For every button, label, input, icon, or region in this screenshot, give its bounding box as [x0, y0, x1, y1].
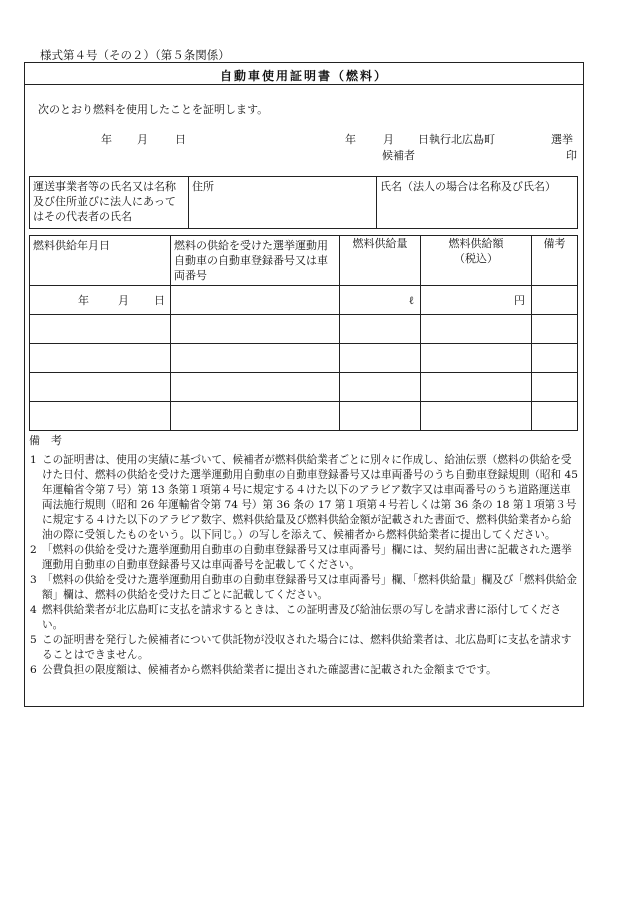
- row-price-cell[interactable]: [421, 286, 532, 315]
- supplier-table: [29, 176, 578, 229]
- supplier-label-cell: [30, 177, 189, 229]
- note-item: [30, 603, 580, 633]
- table-row: [30, 373, 578, 402]
- note-number: 6: [30, 664, 37, 676]
- row-remarks-cell[interactable]: [532, 344, 578, 373]
- supplier-name-label: 氏名（法人の場合は名称及び氏名）: [380, 180, 556, 193]
- seal-mark: 印: [566, 149, 577, 162]
- supplier-address-cell: [189, 177, 377, 229]
- column-amount-label: 燃料供給量: [352, 237, 408, 250]
- title-divider: [24, 84, 584, 85]
- row-vehicle-cell[interactable]: [171, 402, 340, 431]
- row-vehicle-cell[interactable]: [171, 344, 340, 373]
- row-date-cell[interactable]: [30, 373, 171, 402]
- column-amount: [340, 236, 421, 286]
- election-label: 選挙: [551, 133, 573, 146]
- row-amount-cell[interactable]: [340, 315, 421, 344]
- column-price-label: 燃料供給額（税込）: [448, 237, 504, 265]
- row-remarks-cell[interactable]: [532, 373, 578, 402]
- note-text: 「燃料の供給を受けた選挙運動用自動車の自動車登録番号又は車両番号」欄には、契約届出書に記載された選挙運動用自動車の自動車登録番号又は車両番号を記載してください。: [42, 544, 572, 571]
- date-day: 日: [175, 133, 186, 146]
- row-amount-cell[interactable]: [340, 373, 421, 402]
- row-remarks-cell[interactable]: [532, 315, 578, 344]
- row-amount-cell[interactable]: [340, 402, 421, 431]
- note-item: [30, 573, 580, 603]
- row-month-unit: 月: [118, 294, 129, 307]
- column-date: [30, 236, 171, 286]
- note-item: [30, 543, 580, 573]
- column-remarks: [532, 236, 578, 286]
- table-row: [30, 315, 578, 344]
- note-text: この証明書を発行した候補者について供託物が没収された場合には、燃料供給業者は、北広島町に支払を請求することはできません。: [42, 634, 572, 661]
- remarks-heading: 備 考: [29, 434, 62, 447]
- note-item: [30, 453, 580, 543]
- form-number: 様式第４号（その２）（第５条関係）: [40, 48, 230, 62]
- supplier-name-cell: [377, 177, 578, 229]
- note-text: この証明書は、使用の実績に基づいて、候補者が燃料供給業者ごとに別々に作成し、給油伝票（燃料の供給を受けた日付、燃料の供給を受けた選挙運動用自動車の自動車登録番号又は車両番号のうち自動車登録規則（昭和 45 年運輸省令第７号）第 13 条第１項第４号に規定する４けた以下のアラビア数字又は車両番号のうち道路運送車両法施行規則（昭和 26 年運輸省令第 74 号）第 36 条の 17 第１項第４号若しくは第 36 条の 18 第１項第３号に規定する４けた以下のアラビア数字、燃料供給量及び燃料供給金額が記載された書面で、燃料供給業者から給油の際に受領したものをいう。以下同じ。）の写しを添えて、候補者から燃料供給業者に提出してください。: [42, 454, 578, 541]
- row-date-cell[interactable]: [30, 315, 171, 344]
- row-vehicle-cell[interactable]: [171, 315, 340, 344]
- note-text: 「燃料の供給を受けた選挙運動用自動車の自動車登録番号又は車両番号」欄、「燃料供給量」欄及び「燃料供給金額」欄は、燃料の供給を受けた日ごとに記載してください。: [42, 574, 577, 601]
- row-price-cell[interactable]: [421, 344, 532, 373]
- notes-list: [30, 453, 580, 678]
- fuel-table-header: [30, 236, 578, 286]
- row-vehicle-cell[interactable]: [171, 286, 340, 315]
- note-number: 5: [30, 634, 37, 646]
- note-number: 2: [30, 544, 37, 556]
- column-vehicle-label: 燃料の供給を受けた選挙運動用自動車の自動車登録番号又は車両番号: [174, 239, 328, 282]
- note-text: 燃料供給業者が北広島町に支払を請求するときは、この証明書及び給油伝票の写しを請求書に添付してください。: [42, 604, 562, 631]
- fuel-table: [29, 235, 578, 431]
- election-month: 月: [383, 133, 394, 146]
- row-price-cell[interactable]: [421, 315, 532, 344]
- document-title: 自動車使用証明書（燃料）: [219, 69, 388, 83]
- note-number: 3: [30, 574, 37, 586]
- table-row: [30, 344, 578, 373]
- election-year: 年: [345, 133, 356, 146]
- note-number: 1: [30, 454, 37, 466]
- note-item: [30, 663, 580, 678]
- column-vehicle: [171, 236, 340, 286]
- row-date-cell[interactable]: [30, 402, 171, 431]
- row-vehicle-cell[interactable]: [171, 373, 340, 402]
- candidate-label: 候補者: [382, 149, 415, 162]
- note-text: 公費負担の限度額は、候補者から燃料供給業者に提出された確認書に記載された金額までです。: [42, 664, 497, 676]
- note-number: 4: [30, 604, 37, 616]
- row-remarks-cell[interactable]: [532, 286, 578, 315]
- row-remarks-cell[interactable]: [532, 402, 578, 431]
- row-liter-unit: ℓ: [408, 293, 414, 307]
- row-amount-cell[interactable]: [340, 344, 421, 373]
- date-month: 月: [137, 133, 148, 146]
- row-date-cell[interactable]: [30, 286, 171, 315]
- row-year-unit: 年: [78, 294, 89, 307]
- row-price-cell[interactable]: [421, 402, 532, 431]
- note-item: [30, 633, 580, 663]
- row-day-unit: 日: [154, 294, 165, 307]
- column-date-label: 燃料供給年月日: [33, 239, 110, 252]
- date-year: 年: [101, 133, 112, 146]
- supplier-address-label: 住所: [192, 180, 214, 193]
- row-amount-cell[interactable]: [340, 286, 421, 315]
- table-row: [30, 402, 578, 431]
- column-remarks-label: 備考: [543, 237, 566, 250]
- row-yen-unit: 円: [514, 293, 525, 307]
- column-price: [421, 236, 532, 286]
- intro-text: 次のとおり燃料を使用したことを証明します。: [38, 103, 269, 116]
- election-date-text: 日執行北広島町: [418, 133, 495, 146]
- row-date-cell[interactable]: [30, 344, 171, 373]
- table-row: [30, 286, 578, 315]
- row-price-cell[interactable]: [421, 373, 532, 402]
- supplier-label: 運送事業者等の氏名又は名称及び住所並びに法人にあってはその代表者の氏名: [33, 180, 176, 223]
